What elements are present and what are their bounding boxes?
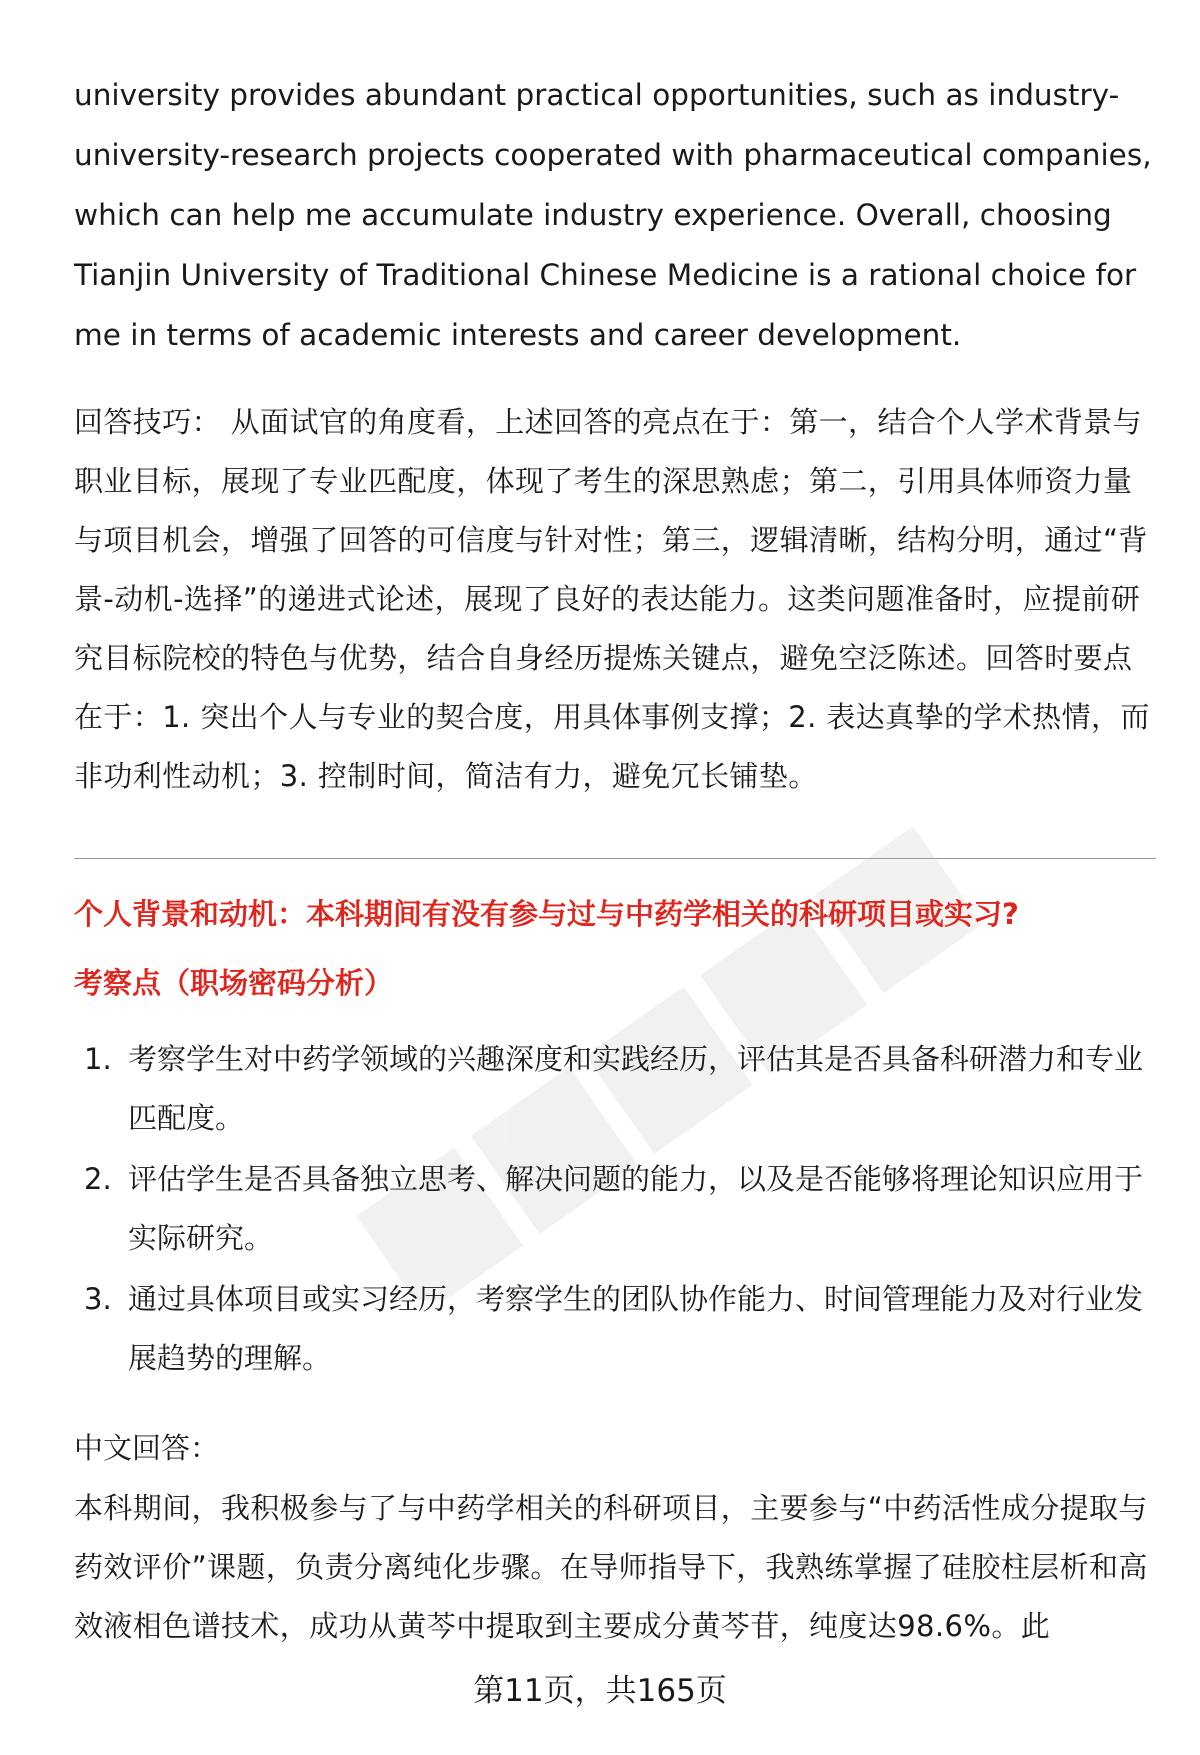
list-item xyxy=(74,1270,1156,1388)
answer-tips-paragraph xyxy=(74,393,1156,806)
chinese-answer-label: 中文回答： xyxy=(74,1431,220,1465)
list-item xyxy=(74,1150,1156,1268)
answer-tips-label: 回答技巧： xyxy=(74,405,222,439)
english-answer-paragraph: university provides abundant practical opportunities, such as industry-university-research projects cooperated with pharmaceutical companies, which can help me accumulate industry experience. Overall, choosing Tianjin University of Traditional Chinese Medicine is a rational choice for me in terms of academic interests and career development. xyxy=(74,78,1152,352)
list-item-number: 2. xyxy=(84,1162,112,1196)
list-item-text: 评估学生是否具备独立思考、解决问题的能力，以及是否能够将理论知识应用于实际研究。 xyxy=(128,1162,1144,1255)
list-item xyxy=(74,1030,1156,1148)
chinese-answer-paragraph: 本科期间，我积极参与了与中药学相关的科研项目，主要参与“中药活性成分提取与药效评价”课题，负责分离纯化步骤。在导师指导下，我熟练掌握了硅胶柱层析和高效液相色谱技术，成功从黄芩中提取到主要成分黄芩苷，纯度达98.6%。此 xyxy=(74,1491,1148,1643)
question-heading: 个人背景和动机：本科期间有没有参与过与中药学相关的科研项目或实习? xyxy=(74,897,1019,931)
page-number-footer: 第11页，共165页 xyxy=(473,1673,727,1709)
list-item-number: 3. xyxy=(84,1282,112,1316)
section-divider xyxy=(74,858,1156,859)
answer-tips-text: 从面试官的角度看，上述回答的亮点在于：第一，结合个人学术背景与职业目标，展现了专业匹配度，体现了考生的深思熟虑；第二，引用具体师资力量与项目机会，增强了回答的可信度与针对性；第三，逻辑清晰，结构分明，通过“背景-动机-选择”的递进式论述，展现了良好的表达能力。这类问题准备时，应提前研究目标院校的特色与优势，结合自身经历提炼关键点，避免空泛陈述。回答时要点在于：1. 突出个人与专业的契合度，用具体事例支撑；2. 表达真挚的学术热情，而非功利性动机；3. 控制时间，简洁有力，避免冗长铺垫。 xyxy=(74,405,1150,793)
assessment-heading: 考察点（职场密码分析） xyxy=(74,966,394,1000)
list-item-text: 考察学生对中药学领域的兴趣深度和实践经历，评估其是否具备科研潜力和专业匹配度。 xyxy=(128,1042,1144,1135)
list-item-text: 通过具体项目或实习经历，考察学生的团队协作能力、时间管理能力及对行业发展趋势的理解。 xyxy=(128,1282,1144,1375)
list-item-number: 1. xyxy=(84,1042,112,1076)
assessment-points-list xyxy=(74,1030,1156,1390)
